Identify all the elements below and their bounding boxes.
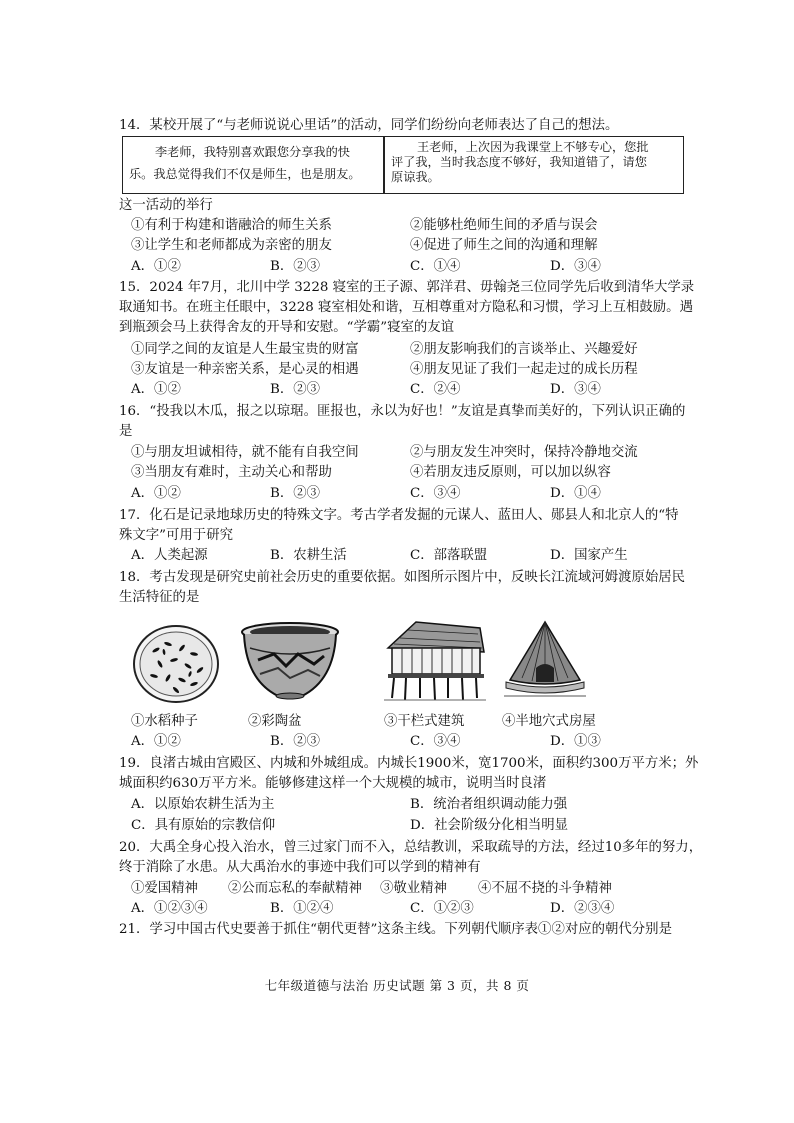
q14-quote-right-line2: 评了我，当时我态度不够好，我知道错了，请您 xyxy=(391,155,647,169)
q15-stem-line1: 15．2024 年7月，北川中学 3228 寝室的王子源、郭洋君、毋翰尧三位同学先后收到清华大学录 xyxy=(119,280,695,295)
q16-statement-2: ②与朋友发生冲突时，保持冷静地交流 xyxy=(410,445,638,460)
q14-quote-left-line2: 乐。我总觉得我们不仅是师生，也是朋友。 xyxy=(129,167,361,181)
q19-stem-line1: 19．良渚古城由宫殿区、内城和外城组成。内城长1900米，宽1700米，面积约300万平方米；外 xyxy=(119,756,699,771)
q19-option-d[interactable]: D．社会阶级分化相当明显 xyxy=(410,818,569,833)
q14-stem: 14．某校开展了“与老师说说心里话”的活动，同学们纷纷向老师表达了自己的想法。 xyxy=(119,118,619,133)
q16-option-c[interactable]: C．③④ xyxy=(410,486,461,501)
q20-statement-1: ①爱国精神 xyxy=(131,881,198,896)
q15-option-c[interactable]: C．②④ xyxy=(410,382,461,397)
q14-quote-left-line1: 李老师，我特别喜欢跟您分享我的快 xyxy=(155,145,350,159)
q17-option-b[interactable]: B．农耕生活 xyxy=(270,548,347,563)
semi-pit-house-icon xyxy=(502,618,588,704)
q19-option-a[interactable]: A．以原始农耕生活为主 xyxy=(131,797,275,812)
q16-statement-4: ④若朋友违反原则，可以加以纵容 xyxy=(410,465,611,480)
q18-option-d[interactable]: D．①③ xyxy=(550,734,601,749)
q14-option-d[interactable]: D．③④ xyxy=(550,259,601,274)
q20-stem-line2: 终于消除了水患。从大禹治水的事迹中我们可以学到的精神有 xyxy=(119,860,481,875)
q19-stem-line2: 城面积约630万平方米。能够修建这样一个大规模的城市，说明当时良渚 xyxy=(119,776,547,791)
q17-stem-line2: 殊文字”可用于研究 xyxy=(119,528,233,543)
q18-option-c[interactable]: C．③④ xyxy=(410,734,461,749)
q15-option-d[interactable]: D．③④ xyxy=(550,382,601,397)
q20-statement-4: ④不屈不挠的斗争精神 xyxy=(478,881,612,896)
q20-option-c[interactable]: C．①②③ xyxy=(410,901,474,916)
q18-option-a[interactable]: A．①② xyxy=(131,734,181,749)
q17-option-a[interactable]: A．人类起源 xyxy=(131,548,208,563)
q15-option-b[interactable]: B．②③ xyxy=(270,382,321,397)
q17-option-c[interactable]: C．部落联盟 xyxy=(410,548,488,563)
q15-stem-line3: 到瓶颈会马上获得舍友的开导和安慰。“学霸”寝室的友谊 xyxy=(119,320,455,335)
q17-option-d[interactable]: D．国家产生 xyxy=(550,548,628,563)
q16-option-b[interactable]: B．②③ xyxy=(270,486,321,501)
q18-caption-2: ②彩陶盆 xyxy=(248,714,302,729)
q15-statement-2: ②朋友影响我们的言谈举止、兴趣爱好 xyxy=(410,342,638,357)
q20-option-b[interactable]: B．①②④ xyxy=(270,901,334,916)
q14-quote-right-line1: 王老师，上次因为我课堂上不够专心，您批 xyxy=(417,140,649,154)
q14-statement-3: ③让学生和老师都成为亲密的朋友 xyxy=(131,238,332,253)
q19-option-c[interactable]: C．具有原始的宗教信仰 xyxy=(131,818,276,833)
q14-option-b[interactable]: B．②③ xyxy=(270,259,321,274)
q16-option-d[interactable]: D．①④ xyxy=(550,486,601,501)
q16-statement-1: ①与朋友坦诚相待，就不能有自我空间 xyxy=(131,445,359,460)
q15-option-a[interactable]: A．①② xyxy=(131,382,181,397)
q18-stem-line2: 生活特征的是 xyxy=(119,590,200,605)
q14-statement-1: ①有利于构建和谐融洽的师生关系 xyxy=(131,218,332,233)
q14-option-c[interactable]: C．①④ xyxy=(410,259,461,274)
q18-option-b[interactable]: B．②③ xyxy=(270,734,321,749)
stilt-house-icon xyxy=(380,618,488,704)
q14-lead: 这一活动的举行 xyxy=(119,198,213,213)
q20-stem-line1: 20．大禹全身心投入治水，曾三过家门而不入，总结教训，采取疏导的方法，经过10多年的努力， xyxy=(119,840,703,855)
q20-statement-3: ③敬业精神 xyxy=(380,881,447,896)
q14-statement-2: ②能够杜绝师生间的矛盾与误会 xyxy=(410,218,598,233)
q14-quote-right xyxy=(385,137,683,193)
rice-seeds-icon xyxy=(130,618,226,704)
q14-option-a[interactable]: A．①② xyxy=(131,259,181,274)
q20-option-a[interactable]: A．①②③④ xyxy=(131,901,208,916)
page-footer: 七年级道德与法治 历史试题 第 3 页，共 8 页 xyxy=(264,978,530,993)
q18-caption-1: ①水稻种子 xyxy=(131,714,198,729)
q15-statement-3: ③友谊是一种亲密关系，是心灵的相遇 xyxy=(131,362,359,377)
q19-option-b[interactable]: B．统治者组织调动能力强 xyxy=(410,797,568,812)
q14-quote-table xyxy=(122,136,684,194)
q15-stem-line2: 取通知书。在班主任眼中，3228 寝室相处和谐，互相尊重对方隐私和习惯，学习上互相鼓励。遇 xyxy=(119,300,693,315)
q16-stem-line1: 16．“投我以木瓜，报之以琼琚。匪报也，永以为好也！”友谊是真挚而美好的，下列认识正确的 xyxy=(119,404,686,419)
q15-statement-4: ④朋友见证了我们一起走过的成长历程 xyxy=(410,362,638,377)
q16-statement-3: ③当朋友有难时，主动关心和帮助 xyxy=(131,465,332,480)
q14-statement-4: ④促进了师生之间的沟通和理解 xyxy=(410,238,598,253)
q18-caption-3: ③干栏式建筑 xyxy=(384,714,465,729)
q21-stem-line1: 21．学习中国古代史要善于抓住“朝代更替”这条主线。下列朝代顺序表①②对应的朝代分别是 xyxy=(119,922,672,937)
q14-quote-right-line3: 原谅我。 xyxy=(391,170,440,184)
q18-caption-4: ④半地穴式房屋 xyxy=(502,714,596,729)
q20-statement-2: ②公而忘私的奉献精神 xyxy=(228,881,362,896)
q16-stem-line2: 是 xyxy=(119,424,133,439)
q20-option-d[interactable]: D．②③④ xyxy=(550,901,615,916)
q15-statement-1: ①同学之间的友谊是人生最宝贵的财富 xyxy=(131,342,359,357)
q16-option-a[interactable]: A．①② xyxy=(131,486,181,501)
q14-quote-left xyxy=(123,137,385,193)
painted-pottery-icon xyxy=(238,618,342,704)
q17-stem-line1: 17．化石是记录地球历史的特殊文字。考古学者发掘的元谋人、蓝田人、郧县人和北京人的“特 xyxy=(119,508,679,523)
q18-stem-line1: 18．考古发现是研究史前社会历史的重要依据。如图所示图片中，反映长江流域河姆渡原始居民 xyxy=(119,570,686,585)
